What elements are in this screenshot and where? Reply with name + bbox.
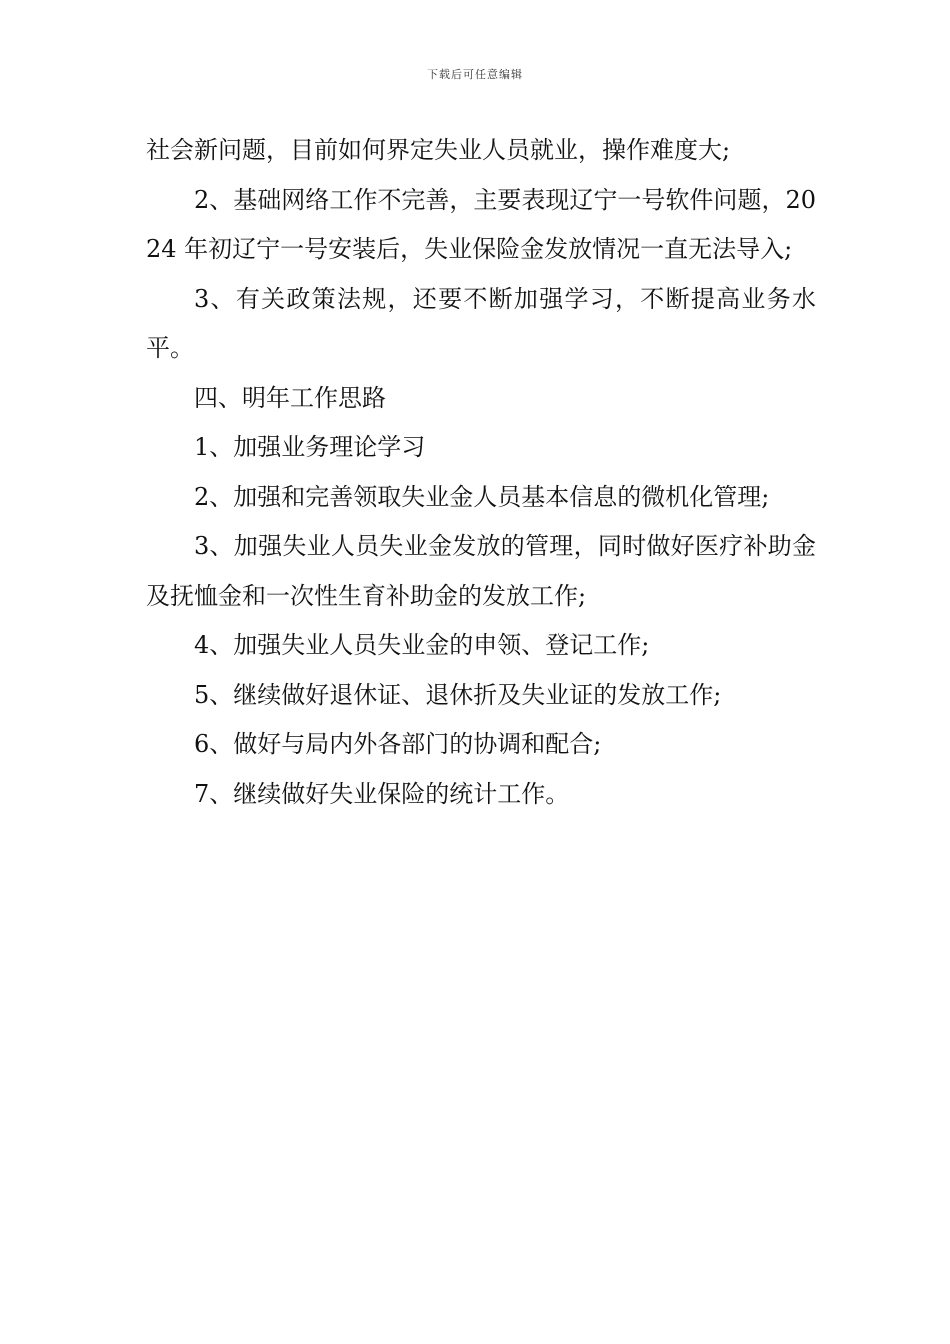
paragraph-issue-2: 2、基础网络工作不完善，主要表现辽宁一号软件问题，2024 年初辽宁一号安装后，失业保险金发放情况一直无法导入; (146, 185, 816, 263)
plan-item-3: 3、加强失业人员失业金发放的管理，同时做好医疗补助金及抚恤金和一次性生育补助金的发放工作; (146, 532, 816, 610)
plan-item-4: 4、加强失业人员失业金的申领、登记工作; (194, 631, 650, 659)
document-body (146, 126, 816, 819)
plan-item-5: 5、继续做好退休证、退休折及失业证的发放工作; (194, 680, 722, 709)
plan-item-1: 1、加强业务理论学习 (194, 433, 426, 461)
plan-item-6: 6、做好与局内外各部门的协调和配合; (194, 730, 602, 758)
page-header-note: 下载后可任意编辑 (427, 68, 523, 81)
section-heading-next-year-plan: 四、明年工作思路 (194, 383, 386, 412)
plan-item-2: 2、加强和完善领取失业金人员基本信息的微机化管理; (194, 482, 770, 511)
plan-item-7: 7、继续做好失业保险的统计工作。 (194, 779, 570, 808)
paragraph-continuation: 社会新问题，目前如何界定失业人员就业，操作难度大; (146, 136, 731, 164)
paragraph-issue-3: 3、有关政策法规，还要不断加强学习，不断提高业务水平。 (146, 284, 816, 362)
